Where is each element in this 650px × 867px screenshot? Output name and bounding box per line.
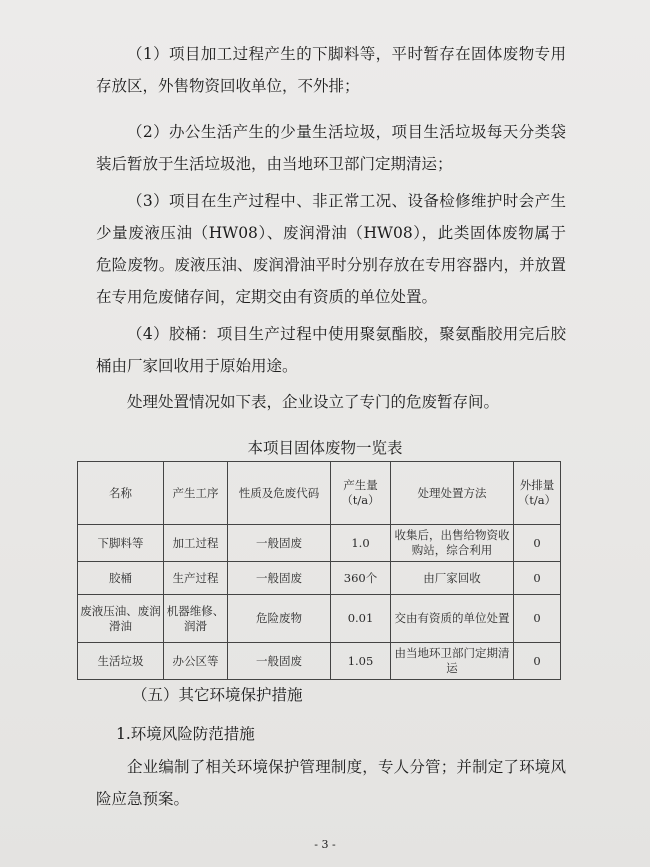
table-row: [78, 562, 561, 595]
cell-process: 办公区等: [164, 643, 228, 680]
cell-nature: 一般固废: [228, 525, 331, 562]
cell-discharge: 0: [514, 562, 561, 595]
cell-name: 废液压油、废润滑油: [78, 595, 164, 643]
cell-process: 加工过程: [164, 525, 228, 562]
paragraph-1: （1）项目加工过程产生的下脚料等，平时暂存在固体废物专用存放区，外售物资回收单位，不外排；: [96, 45, 566, 95]
header-discharge: 外排量（t/a）: [514, 462, 561, 525]
header-nature: 性质及危废代码: [228, 462, 331, 525]
table-row: [78, 595, 561, 643]
header-name: 名称: [78, 462, 164, 525]
cell-name: 胶桶: [78, 562, 164, 595]
cell-discharge: 0: [514, 643, 561, 680]
page-number: - 3 -: [314, 838, 336, 851]
cell-amount: 1.05: [331, 643, 391, 680]
cell-nature: 危险废物: [228, 595, 331, 643]
cell-nature: 一般固废: [228, 643, 331, 680]
section-title: （五）其它环境保护措施: [132, 686, 303, 704]
paragraph-3: （3）项目在生产过程中、非正常工况、设备检修维护时会产生少量废液压油（HW08）、废润滑油（HW08），此类固体废物属于危险废物。废液压油、废润滑油平时分别存放在专用容器内，并放置在专用危废储存间，定期交由有资质的单位处置。: [96, 192, 566, 306]
cell-disposal: 由当地环卫部门定期清运: [391, 643, 514, 680]
header-process: 产生工序: [164, 462, 228, 525]
closing-paragraph: 企业编制了相关环境保护管理制度，专人分管；并制定了环境风险应急预案。: [96, 758, 566, 808]
cell-process: 生产过程: [164, 562, 228, 595]
header-disposal: 处理处置方法: [391, 462, 514, 525]
cell-process: 机器维修、润滑: [164, 595, 228, 643]
cell-name: 生活垃圾: [78, 643, 164, 680]
subsection-title: 1.环境风险防范措施: [116, 725, 255, 743]
cell-amount: 360个: [331, 562, 391, 595]
cell-disposal: 由厂家回收: [391, 562, 514, 595]
cell-disposal: 交由有资质的单位处置: [391, 595, 514, 643]
cell-discharge: 0: [514, 525, 561, 562]
header-amount: 产生量（t/a）: [331, 462, 391, 525]
table-header-row: [78, 462, 561, 525]
table-caption: 本项目固体废物一览表: [247, 439, 403, 457]
cell-discharge: 0: [514, 595, 561, 643]
cell-disposal: 收集后，出售给物资收 购站，综合利用: [391, 525, 514, 562]
cell-name: 下脚料等: [78, 525, 164, 562]
cell-amount: 1.0: [331, 525, 391, 562]
cell-amount: 0.01: [331, 595, 391, 643]
paragraph-4: （4）胶桶：项目生产过程中使用聚氨酯胶，聚氨酯胶用完后胶桶由厂家回收用于原始用途。: [96, 325, 566, 375]
table-row: [78, 525, 561, 562]
cell-nature: 一般固废: [228, 562, 331, 595]
paragraph-5: 处理处置情况如下表，企业设立了专门的危废暂存间。: [127, 393, 500, 411]
table-row: [78, 643, 561, 680]
solid-waste-table: [77, 461, 561, 680]
paragraph-2: （2）办公生活产生的少量生活垃圾，项目生活垃圾每天分类袋装后暂放于生活垃圾池，由当地环卫部门定期清运；: [96, 123, 566, 173]
